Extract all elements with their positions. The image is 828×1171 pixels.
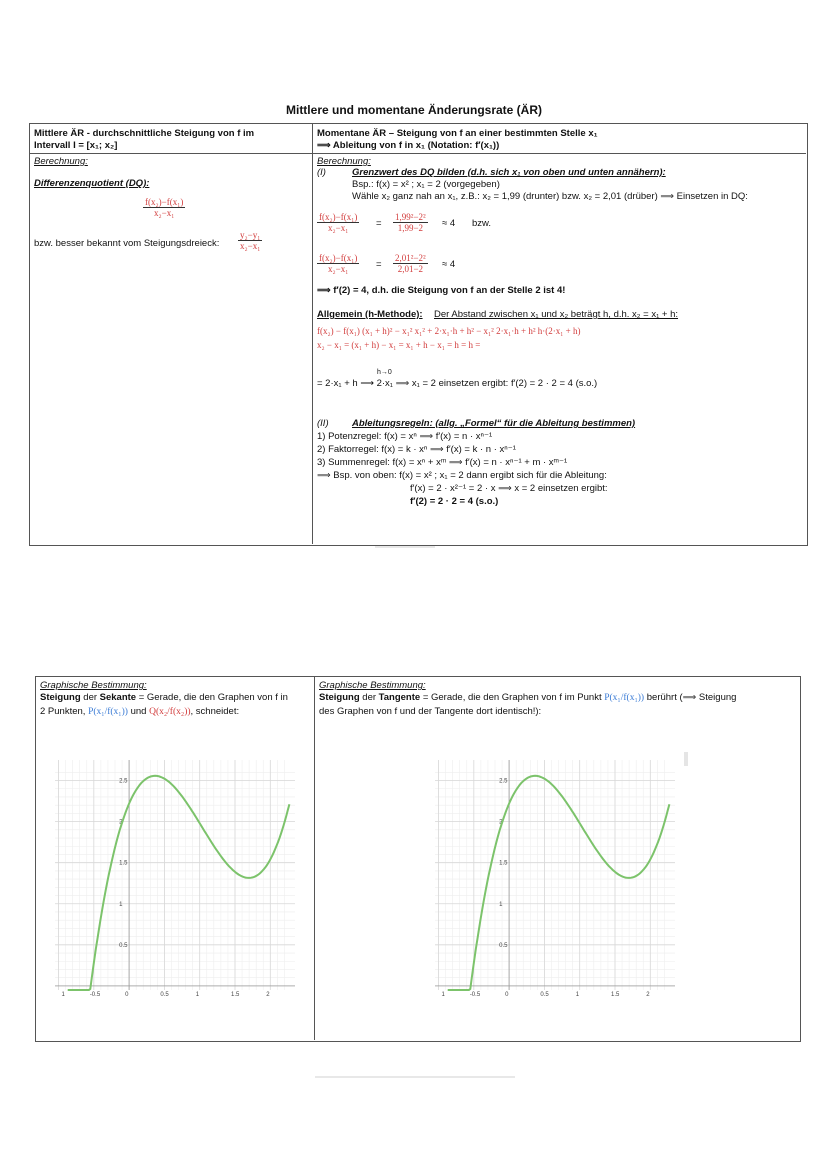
graph-right-x-tick: 2 [646, 991, 650, 998]
dq-formula-2: $\frac{\text{f(x₂)−f(x₁)}}{\text{x₂−x₁}}$ [319, 253, 358, 274]
h-method-line-1: f(x₂) − f(x₁) (x₁ + h)² − x₁² x₁² + 2·x₁·h + h² − x₁² 2·x₁·h + h² h·(2·x₁ + h) [317, 326, 581, 336]
h-method-title: Allgemein (h-Methode): [317, 309, 423, 320]
h-method-text: Der Abstand zwischen x₁ und x₂ beträgt h, d.h. x₂ = x₁ + h: [434, 309, 679, 320]
marker [684, 752, 688, 766]
example-line: Bsp.: f(x) = x² ; x₁ = 2 (vorgegeben) [352, 179, 500, 190]
rule-2: 2) Faktorregel: f(x) = k · xⁿ ⟹ f′(x) = k · n · xⁿ⁻¹ [317, 444, 516, 455]
graph-right-x-tick: -0.5 [469, 991, 481, 998]
dq-value-1: $\frac{\text{1,99²−2²}}{1,99-2}$ [395, 212, 426, 233]
roman-one: (I) [317, 167, 326, 178]
roman-two: (II) [317, 418, 329, 429]
bl-line-1: Steigung der Sekante = Gerade, die den Graphen von f in [40, 692, 288, 703]
graph-left [55, 760, 295, 998]
rule-3: 3) Summenregel: f(x) = xⁿ + xᵐ ⟹ f′(x) = n · xⁿ⁻¹ + m · xᵐ⁻¹ [317, 457, 568, 468]
right-heading-1: Momentane ÄR – Steigung von f an einer bestimmten Stelle x₁ [317, 128, 598, 139]
graph-left-y-tick: 0.5 [119, 942, 128, 949]
limit-title: Grenzwert des DQ bilden (d.h. sich x₁ von oben und unten annähern): [352, 167, 666, 178]
bl-line-2: 2 Punkten, P(x₁/f(x₁)) und Q(x₂/f(x₂)), schneidet: [40, 706, 240, 717]
graph-left-x-tick: 2 [266, 991, 270, 998]
bl-heading: Graphische Bestimmung: [40, 680, 147, 691]
left-calc-label: Berechnung: [34, 156, 88, 167]
graph-right-x-tick: 1 [575, 991, 580, 998]
right-heading-2: ⟹ Ableitung von f in x₁ (Notation: f′(x₁)) [317, 140, 500, 151]
left-dq-label: Differenzenquotient (DQ): [34, 178, 150, 189]
left-dq-formula: $\frac{\text{f(x₂)−f(x₁)}}{\text{x₂−x₁}}$ [145, 197, 184, 218]
graph-right-y-tick: 1.5 [499, 860, 508, 867]
rule-1: 1) Potenzregel: f(x) = xⁿ ⟹ f′(x) = n · xⁿ⁻¹ [317, 431, 493, 442]
br-line-1: Steigung der Tangente = Gerade, die den Graphen von f im Punkt P(x₁/f(x₁)) berührt (⟹ Steigung [319, 692, 737, 703]
graph-right-x-tick: 0 [505, 991, 509, 998]
page-title: Mittlere und momentane Änderungsrate (ÄR) [285, 103, 543, 117]
h-method-line-1b: x₂ − x₁ = (x₁ + h) − x₁ = x₁ + h − x₁ = h = h = [317, 340, 481, 350]
conclusion: ⟹ f′(2) = 4, d.h. die Steigung von f an der Stelle 2 ist 4! [317, 285, 566, 296]
choose-line: Wähle x₂ ganz nah an x₁, z.B.: x₂ = 1,99 (drunter) bzw. x₂ = 2,01 (drüber) ⟹ Einsetzen in DQ: [352, 191, 748, 202]
left-triangle-text: bzw. besser bekannt vom Steigungsdreieck: [34, 238, 220, 249]
graph-right-x-tick: 0.5 [540, 991, 549, 998]
graph-right-y-tick: 1 [499, 901, 503, 908]
rule-example: ⟹ Bsp. von oben: f(x) = x² ; x₁ = 2 dann ergibt sich für die Ableitung: [317, 470, 607, 481]
graph-left-y-tick: 1.5 [119, 860, 128, 867]
graph-left-x-tick: 1 [195, 991, 200, 998]
top-table-divider [312, 123, 313, 544]
rule-result: f′(2) = 2 · 2 = 4 (s.o.) [410, 496, 499, 507]
br-heading: Graphische Bestimmung: [319, 680, 426, 691]
h-limit: h→0 [377, 369, 392, 376]
graph-left-x-tick: 1.5 [231, 991, 240, 998]
graph-right [435, 760, 675, 998]
graph-right-x-tick: 1 [441, 991, 445, 998]
dq-value-2: $\frac{\text{2,01²−2²}}{2,01-2}$ [395, 253, 426, 274]
graph-right-x-tick: 1.5 [611, 991, 620, 998]
graph-right-y-tick: 0.5 [499, 942, 508, 949]
br-line-2: des Graphen von f und der Tangente dort identisch!): [319, 706, 542, 717]
graph-left-x-tick: 0.5 [160, 991, 169, 998]
left-heading-2: Intervall I = [x₁; x₂] [34, 140, 118, 151]
rules-title: Ableitungsregeln: (allg. „Formel“ für die Ableitung bestimmen) [352, 418, 636, 429]
graph-left-y-tick: 2 [119, 819, 123, 826]
dq-formula-1: $\frac{\text{f(x₂)−f(x₁)}}{\text{x₂−x₁}}$ [319, 212, 358, 233]
graph-right-y-tick: 2 [499, 819, 503, 826]
graph-left-x-tick: 0 [125, 991, 129, 998]
rule-derivative: f′(x) = 2 · x²⁻¹ = 2 · x ⟹ x = 2 einsetzen ergibt: [410, 483, 608, 494]
graph-left-y-tick: 1 [119, 901, 123, 908]
graph-left-x-tick: -0.5 [89, 991, 101, 998]
left-heading-1: Mittlere ÄR - durchschnittliche Steigung von f im [34, 128, 255, 139]
bottom-table-divider [314, 676, 315, 1040]
graph-left-x-tick: 1 [61, 991, 65, 998]
graph-right-y-tick: 2.5 [499, 778, 508, 785]
graph-left-y-tick: 2.5 [119, 778, 128, 785]
left-triangle-formula: $\frac{\text{y₂−y₁}}{\text{x₂−x₁}}$ [240, 230, 261, 251]
right-calc-label: Berechnung: [317, 156, 371, 167]
h-method-line-2: = 2·x₁ + h ⟶ 2·x₁ ⟹ x₁ = 2 einsetzen ergibt: f′(2) = 2 · 2 = 4 (s.o.) [317, 378, 598, 389]
